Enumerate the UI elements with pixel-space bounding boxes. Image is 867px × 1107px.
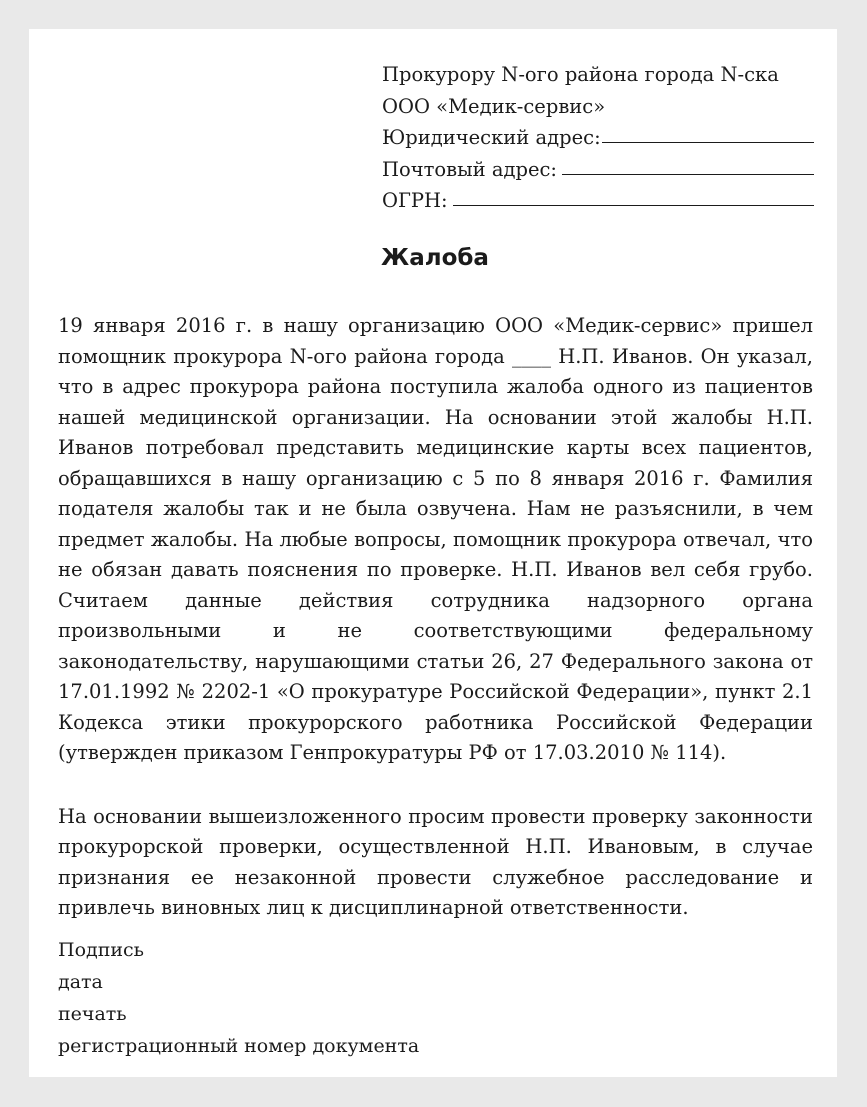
postal-address-label: Почтовый адрес: — [382, 157, 558, 181]
seal-label: печать — [58, 1003, 127, 1025]
ogrn-blank — [453, 205, 814, 206]
complaint-paragraph-2: На основании вышеизложенного просим провести проверку законности прокурорской проверки, осуществленной Н.П. Ивановым, в случае признания ее незаконной провести служебное расследование и привлечь виновных лиц к дисциплинарной ответственности. — [58, 804, 813, 919]
ogrn-label: ОГРН: — [382, 189, 448, 212]
addressee-company-text: ООО «Медик-сервис» — [382, 94, 606, 118]
addressee-prosecutor-text: Прокурору N-ого района города N-ска — [382, 63, 779, 86]
addressee-block — [382, 59, 814, 217]
document-title: Жалоба — [381, 245, 489, 271]
reg-number-label: регистрационный номер документа — [58, 1035, 420, 1057]
ogrn-line — [382, 185, 814, 217]
legal-address-blank — [602, 142, 814, 143]
legal-address-line — [382, 122, 814, 154]
signature-label: Подпись — [58, 939, 145, 961]
postal-address-line — [382, 154, 814, 186]
complaint-body — [58, 311, 813, 924]
addressee-prosecutor — [382, 59, 814, 91]
complaint-paragraph-1: 19 января 2016 г. в нашу организацию ООО «Медик-сервис» пришел помощник прокурора N-ого района города ____ Н.П. Иванов. Он указал, что в адрес прокурора района поступила жалоба одного из пациентов нашей медицинской организации. На основании этой жалобы Н.П. Иванов потребовал представить медицинские карты всех пациентов, обращавшихся в нашу организацию с 5 по 8 января 2016 г. Фамилия подателя жалобы так и не была озвучена. Нам не разъяснили, в чем предмет жалобы. На любые вопросы, помощник прокурора отвечал, что не обязан давать пояснения по проверке. Н.П. Иванов вел себя грубо. Считаем данные действия сотрудника надзорного органа произвольными и не соответствующими федеральному законодательству, нарушающими статьи 26, 27 Федерального закона от 17.01.1992 № 2202-1 «О прокуратуре Российской Федерации», пункт 2.1 Кодекса этики прокурорского работника Российской Федерации (утвержден приказом Генпрокуратуры РФ от 17.03.2010 № 114). — [58, 314, 813, 764]
postal-address-blank — [562, 174, 814, 175]
date-label: дата — [58, 971, 103, 993]
legal-address-label: Юридический адрес: — [382, 126, 601, 149]
signature-block — [58, 934, 419, 1062]
addressee-company — [382, 91, 814, 123]
document-page — [29, 29, 837, 1077]
